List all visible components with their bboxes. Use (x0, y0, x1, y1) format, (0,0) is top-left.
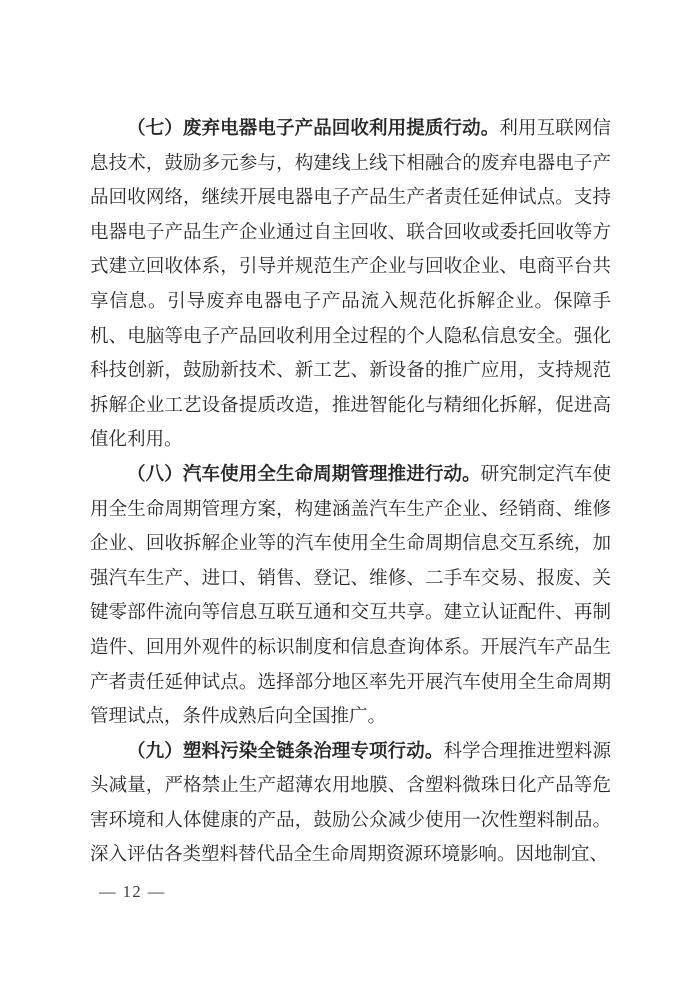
paragraph-heading: （七）废弃电器电子产品回收利用提质行动。 (127, 119, 500, 139)
paragraph-body: 科学合理推进塑料源头减量，严格禁止生产超薄农用地膜、含塑料微珠日化产品等危害环境和人体健康的产品，鼓励公众减少使用一次性塑料制品。深入评估各类塑料替代品全生命周期资源环境影响。因地制宜、 (90, 741, 611, 866)
document-text-block (90, 112, 611, 873)
paragraph-heading: （八）汽车使用全生命周期管理推进行动。 (127, 464, 481, 485)
paragraph-action-7 (90, 112, 611, 458)
paragraph-action-9 (90, 735, 611, 873)
paragraph-action-8 (90, 458, 611, 735)
paragraph-body: 研究制定汽车使用全生命周期管理方案，构建涵盖汽车生产企业、经销商、维修企业、回收拆解企业等的汽车使用全生命周期信息交互系统，加强汽车生产、进口、销售、登记、维修、二手车交易、报废、关键零部件流向等信息互联互通和交互共享。建立认证配件、再制造件、回用外观件的标识制度和信息查询体系。开展汽车产品生产者责任延伸试点。选择部分地区率先开展汽车使用全生命周期管理试点，条件成熟后向全国推广。 (90, 464, 611, 728)
paragraph-heading: （九）塑料污染全链条治理专项行动。 (127, 741, 444, 762)
page-number: — 12 — (99, 882, 166, 901)
paragraph-body: 利用互联网信息技术，鼓励多元参与，构建线上线下相融合的废弃电器电子产品回收网络，继续开展电器电子产品生产者责任延伸试点。支持电器电子产品生产企业通过自主回收、联合回收或委托回收等方式建立回收体系，引导并规范生产企业与回收企业、电商平台共享信息。引导废弃电器电子产品流入规范化拆解企业。保障手机、电脑等电子产品回收利用全过程的个人隐私信息安全。强化科技创新，鼓励新技术、新工艺、新设备的推广应用，支持规范拆解企业工艺设备提质改造，推进智能化与精细化拆解，促进高值化利用。 (90, 119, 611, 451)
